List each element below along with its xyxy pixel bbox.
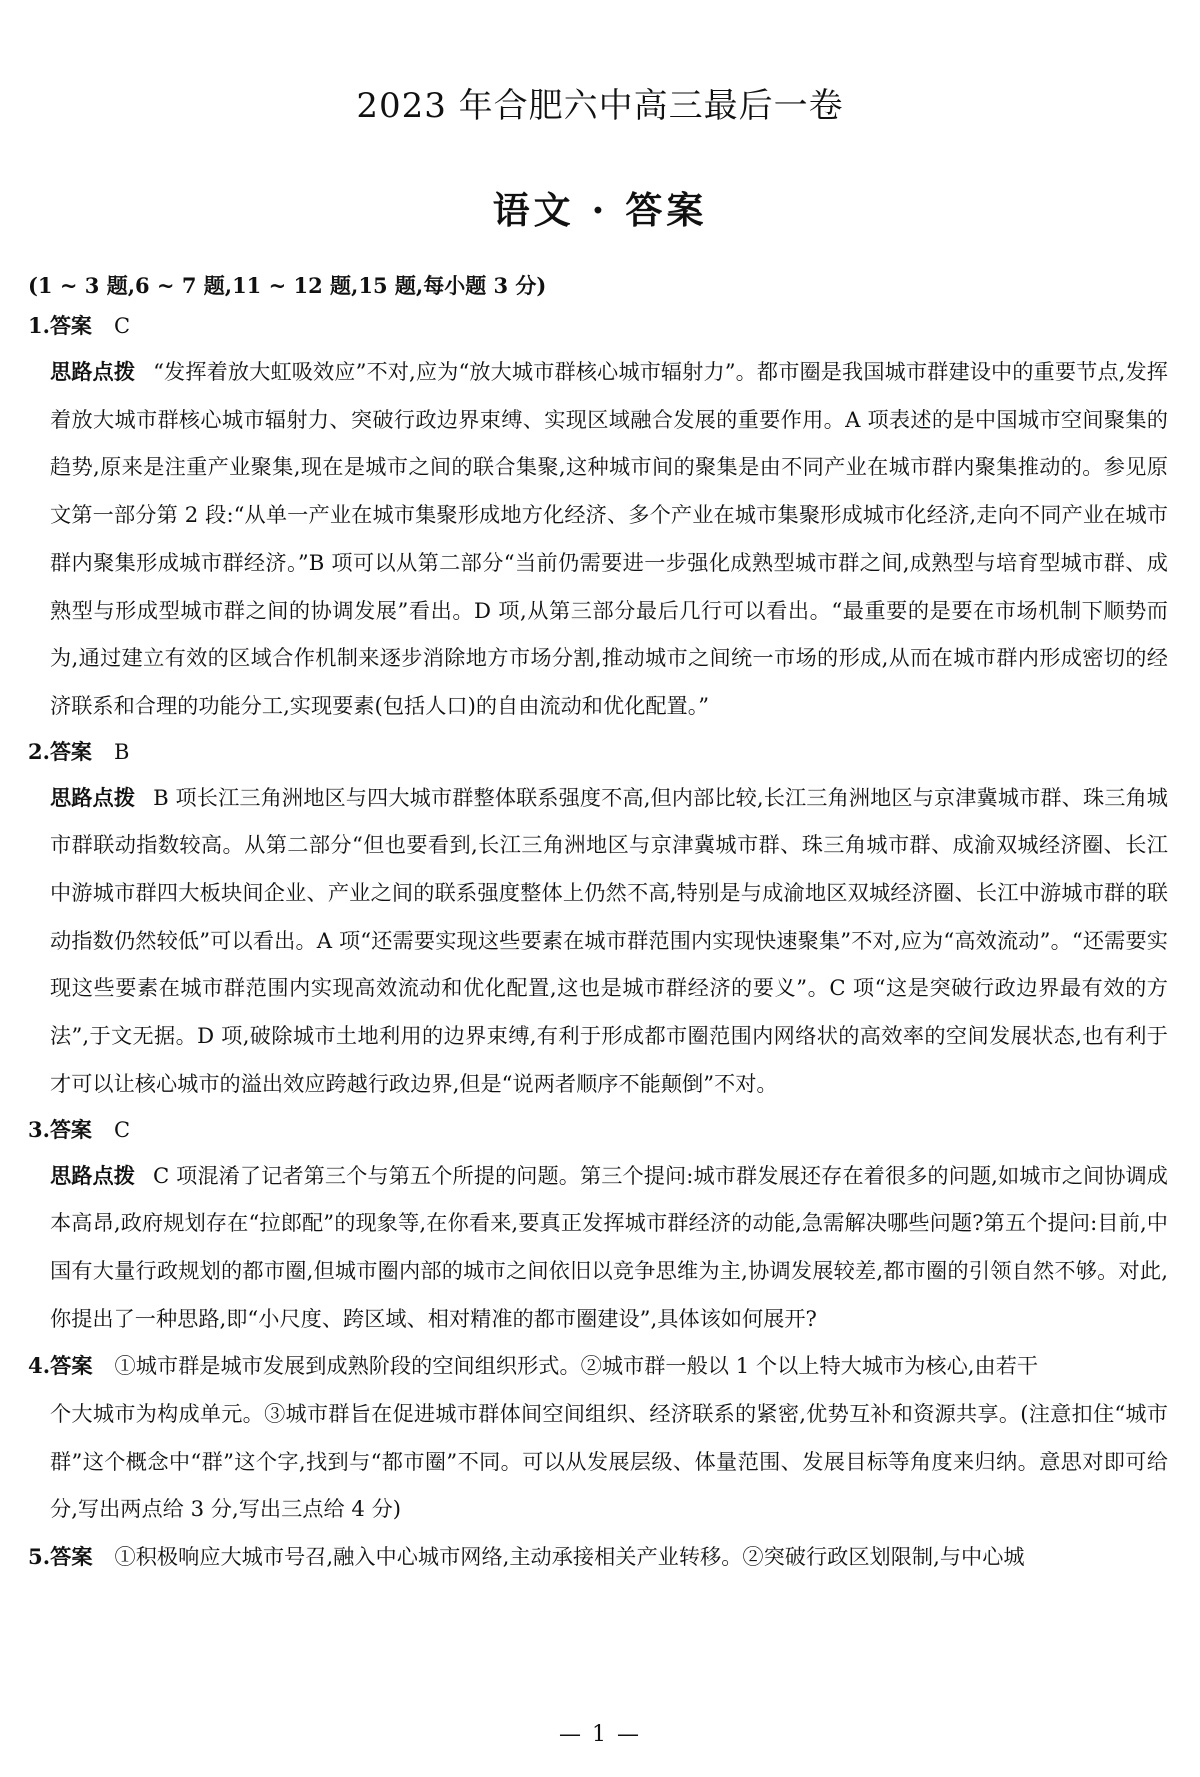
document-title: 2023 年合肥六中高三最后一卷 [356, 86, 844, 126]
tip-label: 思路点拨 [50, 1162, 136, 1188]
tip-label: 思路点拨 [50, 359, 136, 384]
answer-first-line: ①城市群是城市发展到成熟阶段的空间组织形式。②城市群一般以 1 个以上特大城市为核心,由若干 [114, 1353, 1039, 1379]
answer-text [28, 1342, 1168, 1533]
answer-line [28, 730, 1168, 774]
question-5 [28, 1533, 1168, 1581]
answer-label: 答案 [49, 313, 92, 338]
answer-line [28, 304, 1168, 348]
tip-label: 思路点拨 [50, 784, 136, 810]
answer-choice: C [113, 1117, 131, 1142]
explanation [50, 774, 1168, 1108]
answer-line [28, 1108, 1168, 1152]
answer-choice: C [113, 314, 131, 338]
explanation [50, 1152, 1168, 1343]
question-number: 4. [28, 1353, 51, 1379]
answer-text [28, 1533, 1168, 1581]
question-1 [28, 304, 1168, 730]
explanation [50, 348, 1168, 730]
question-4 [28, 1342, 1168, 1533]
answer-choice: B [113, 739, 130, 764]
answer-continuation: 个大城市为构成单元。③城市群旨在促进城市群体间空间组织、经济联系的紧密,优势互补和资源共享。(注意扣住“城市群”这个概念中“群”这个字,找到与“都市圈”不同。可以从发展层级、体量范围、发展目标等角度来归纳。意思对即可给分,写出两点给 3 分,写出三点给 4 分) [50, 1401, 1168, 1522]
answer-content [28, 270, 1168, 1581]
answer-label: 答案 [49, 1116, 92, 1142]
question-number: 1. [28, 313, 50, 338]
page-number: — 1 — [559, 1722, 641, 1747]
explanation-text: B 项长江三角洲地区与四大城市群整体联系强度不高,但内部比较,长江三角洲地区与京津冀城市群、珠三角城市群联动指数较高。从第二部分“但也要看到,长江三角洲地区与京津冀城市群、珠三角城市群、成渝双城经济圈、长江中游城市群四大板块间企业、产业之间的联系强度整体上仍然不高,特别是与成渝地区双城经济圈、长江中游城市群的联动指数仍然较低”可以看出。A 项“还需要实现这些要素在城市群范围内实现快速聚集”不对,应为“高效流动”。“还需要实现这些要素在城市群范围内实现高效流动和优化配置,这也是城市群经济的要义”。C 项“这是突破行政边界最有效的方法”,于文无据。D 项,破除城市土地利用的边界束缚,有利于形成都市圈范围内网络状的高效率的空间发展状态,也有利于才可以让核心城市的溢出效应跨越行政边界,但是“说两者顺序不能颠倒”不对。 [50, 784, 1168, 1096]
question-3 [28, 1108, 1168, 1343]
explanation-text: C 项混淆了记者第三个与第五个所提的问题。第三个提问:城市群发展还存在着很多的问题,如城市之间协调成本高昂,政府规划存在“拉郎配”的现象等,在你看来,要真正发挥城市群经济的动能,急需解决哪些问题?第五个提问:目前,中国有大量行政规划的都市圈,但城市圈内部的城市之间依旧以竞争思维为主,协调发展较差,都市圈的引领自然不够。对此,你提出了一种思路,即“小尺度、跨区域、相对精准的都市圈建设”,具体该如何展开? [50, 1162, 1168, 1331]
question-number: 3. [28, 1116, 50, 1142]
question-2 [28, 730, 1168, 1108]
question-number: 5. [28, 1544, 51, 1570]
question-number: 2. [28, 738, 50, 764]
answer-label: 答案 [50, 1544, 93, 1570]
answer-label: 答案 [49, 738, 92, 764]
answer-label: 答案 [50, 1353, 93, 1379]
explanation-text: “发挥着放大虹吸效应”不对,应为“放大城市群核心城市辐射力”。都市圈是我国城市群建设中的重要节点,发挥着放大城市群核心城市辐射力、突破行政边界束缚、实现区域融合发展的重要作用。A 项表述的是中国城市空间聚集的趋势,原来是注重产业聚集,现在是城市之间的联合集聚,这种城市间的聚集是由不同产业在城市群内聚集推动的。参见原文第一部分第 2 段:“从单一产业在城市集聚形成地方化经济、多个产业在城市集聚形成城市化经济,走向不同产业在城市群内聚集形成城市群经济。”B 项可以从第二部分“当前仍需要进一步强化成熟型城市群之间,成熟型与培育型城市群、成熟型与形成型城市群之间的协调发展”看出。D 项,从第三部分最后几行可以看出。“最重要的是要在市场机制下顺势而为,通过建立有效的区域合作机制来逐步消除地方市场分割,推动城市之间统一市场的形成,从而在城市群内形成密切的经济联系和合理的功能分工,实现要素(包括人口)的自由流动和优化配置。” [50, 359, 1168, 718]
scoring-note: (1 ~ 3 题,6 ~ 7 题,11 ~ 12 题,15 题,每小题 3 分) [28, 273, 547, 298]
answer-first-line: ①积极响应大城市号召,融入中心城市网络,主动承接相关产业转移。②突破行政区划限制,与中心城 [114, 1544, 1025, 1570]
document-subtitle: 语文 · 答案 [492, 188, 708, 232]
